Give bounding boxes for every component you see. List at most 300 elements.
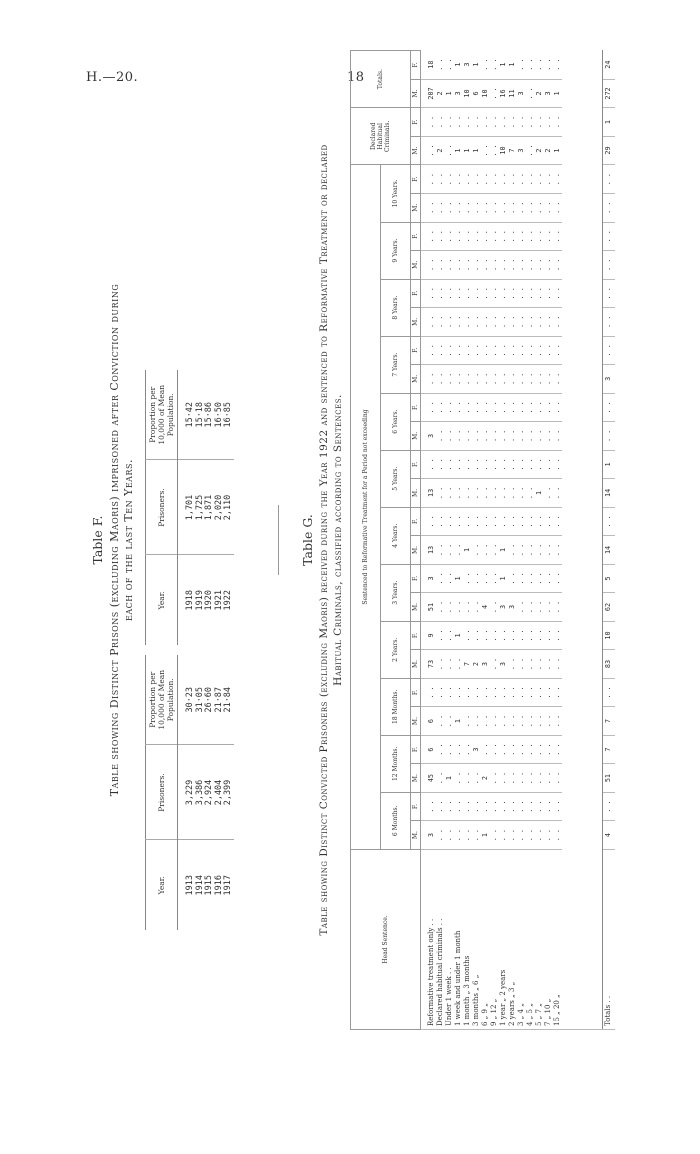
value-cell: . . xyxy=(421,308,437,337)
value-cell: . . xyxy=(526,308,535,337)
total-cell: . . xyxy=(602,422,615,451)
value-cell: . . xyxy=(436,365,445,394)
value-cell: . . xyxy=(472,336,481,365)
female-header: F. xyxy=(411,279,421,308)
value-cell: . . xyxy=(421,507,437,536)
value-cell: . . xyxy=(481,536,490,565)
value-cell: . . xyxy=(472,593,481,622)
value-cell: . . xyxy=(544,479,553,508)
value-cell: . . xyxy=(463,222,472,251)
male-header: M. xyxy=(411,707,421,736)
value-cell: . . xyxy=(445,51,454,80)
value-cell: . . xyxy=(544,165,553,194)
table-row xyxy=(481,51,490,1030)
value-cell: . . xyxy=(436,507,445,536)
value-cell: . . xyxy=(463,821,472,850)
proportion-cell: 21·84 xyxy=(223,686,233,713)
table-row xyxy=(553,51,562,1030)
value-cell: . . xyxy=(472,365,481,394)
period-header: 8 Years. xyxy=(381,279,411,336)
value-cell: . . xyxy=(436,336,445,365)
value-cell: . . xyxy=(508,507,517,536)
value-cell: . . xyxy=(544,593,553,622)
value-cell: . . xyxy=(499,678,508,707)
value-cell: . . xyxy=(535,165,544,194)
value-cell: 1 xyxy=(463,536,472,565)
value-cell: . . xyxy=(481,450,490,479)
total-cell: . . xyxy=(602,336,615,365)
value-cell: . . xyxy=(490,251,499,280)
value-cell: . . xyxy=(499,507,508,536)
divider-rule xyxy=(278,505,279,575)
col-prisoners: Prisoners. xyxy=(146,745,178,840)
value-cell: . . xyxy=(544,678,553,707)
value-cell: . . xyxy=(517,279,526,308)
value-cell: . . xyxy=(454,792,463,821)
value-cell: . . xyxy=(508,422,517,451)
value-cell: 10 xyxy=(463,79,472,108)
female-header: F. xyxy=(411,678,421,707)
period-header: 7 Years. xyxy=(381,336,411,393)
period-header: 9 Years. xyxy=(381,222,411,279)
value-cell: . . xyxy=(517,735,526,764)
value-cell: 7 xyxy=(463,650,472,679)
value-cell: 13 xyxy=(421,536,437,565)
total-cell: 14 xyxy=(602,479,615,508)
total-cell: . . xyxy=(602,792,615,821)
prisoners-cell: 1,871 xyxy=(205,460,215,555)
value-cell: . . xyxy=(553,365,562,394)
value-cell: . . xyxy=(544,564,553,593)
value-cell: . . xyxy=(436,593,445,622)
value-cell: . . xyxy=(481,279,490,308)
value-cell: 1 xyxy=(472,136,481,165)
total-cell: 7 xyxy=(602,735,615,764)
value-cell: . . xyxy=(463,564,472,593)
head-sentence-cell: 3 months „ 6 „ xyxy=(472,849,481,1029)
value-cell: . . xyxy=(508,450,517,479)
value-cell: . . xyxy=(421,279,437,308)
total-cell: . . xyxy=(602,251,615,280)
value-cell: . . xyxy=(490,194,499,223)
value-cell: . . xyxy=(454,450,463,479)
period-header: 6 Months. xyxy=(381,792,411,849)
value-cell: . . xyxy=(490,79,499,108)
value-cell: . . xyxy=(499,194,508,223)
value-cell: . . xyxy=(472,308,481,337)
value-cell: . . xyxy=(472,279,481,308)
value-cell: . . xyxy=(499,450,508,479)
value-cell: . . xyxy=(508,308,517,337)
value-cell: . . xyxy=(481,707,490,736)
value-cell: . . xyxy=(517,365,526,394)
period-header: 18 Months. xyxy=(381,678,411,735)
value-cell: . . xyxy=(481,165,490,194)
value-cell: . . xyxy=(472,507,481,536)
value-cell: . . xyxy=(526,194,535,223)
value-cell: 1 xyxy=(454,136,463,165)
female-header: F. xyxy=(411,222,421,251)
value-cell: 7 xyxy=(508,136,517,165)
value-cell: . . xyxy=(508,165,517,194)
value-cell: . . xyxy=(535,279,544,308)
col-year: Year. xyxy=(146,555,178,645)
value-cell: . . xyxy=(454,593,463,622)
value-cell: . . xyxy=(463,251,472,280)
head-sentence-cell: 1 week and under 1 month xyxy=(454,849,463,1029)
value-cell: . . xyxy=(454,279,463,308)
value-cell: . . xyxy=(490,136,499,165)
value-cell: . . xyxy=(517,621,526,650)
value-cell: . . xyxy=(517,764,526,793)
value-cell: . . xyxy=(526,735,535,764)
head-sentence-cell: Declared habitual criminals . . xyxy=(436,849,445,1029)
table-row xyxy=(436,51,445,1030)
value-cell: . . xyxy=(553,764,562,793)
table-row xyxy=(178,370,196,645)
value-cell: 3 xyxy=(481,650,490,679)
value-cell: 10 xyxy=(499,136,508,165)
value-cell: . . xyxy=(544,821,553,850)
value-cell: . . xyxy=(499,308,508,337)
value-cell: . . xyxy=(463,707,472,736)
value-cell: . . xyxy=(508,707,517,736)
value-cell: . . xyxy=(499,393,508,422)
value-cell: 3 xyxy=(499,593,508,622)
female-header: F. xyxy=(411,108,421,137)
male-header: M. xyxy=(411,479,421,508)
value-cell: . . xyxy=(436,678,445,707)
value-cell: . . xyxy=(445,336,454,365)
value-cell: . . xyxy=(463,764,472,793)
value-cell: . . xyxy=(472,536,481,565)
value-cell: . . xyxy=(490,650,499,679)
head-sentence-header: Head Sentence. xyxy=(351,849,421,1029)
value-cell: . . xyxy=(535,336,544,365)
total-cell: . . xyxy=(602,222,615,251)
value-cell: . . xyxy=(481,564,490,593)
value-cell: . . xyxy=(508,821,517,850)
value-cell: . . xyxy=(454,194,463,223)
value-cell: 2 xyxy=(535,136,544,165)
value-cell: . . xyxy=(544,308,553,337)
value-cell: . . xyxy=(499,621,508,650)
proportion-cell: 16·50 xyxy=(213,401,224,428)
page-reference: H.—20. xyxy=(86,70,139,85)
value-cell: 16 xyxy=(499,79,508,108)
value-cell: . . xyxy=(481,678,490,707)
value-cell: 45 xyxy=(421,764,437,793)
table-row xyxy=(472,51,481,1030)
value-cell: . . xyxy=(472,393,481,422)
value-cell: . . xyxy=(421,365,437,394)
value-cell: . . xyxy=(553,308,562,337)
value-cell: . . xyxy=(490,735,499,764)
period-header: 12 Months. xyxy=(381,735,411,792)
value-cell: . . xyxy=(490,678,499,707)
value-cell: . . xyxy=(535,194,544,223)
value-cell: . . xyxy=(463,479,472,508)
value-cell: . . xyxy=(499,222,508,251)
value-cell: . . xyxy=(421,678,437,707)
value-cell: . . xyxy=(445,707,454,736)
value-cell: . . xyxy=(490,422,499,451)
value-cell: . . xyxy=(436,308,445,337)
value-cell: . . xyxy=(535,251,544,280)
value-cell: . . xyxy=(535,564,544,593)
table-g xyxy=(350,50,615,1030)
value-cell: . . xyxy=(490,564,499,593)
period-header: 5 Years. xyxy=(381,450,411,507)
value-cell: . . xyxy=(421,792,437,821)
value-cell: . . xyxy=(490,450,499,479)
value-cell: . . xyxy=(517,108,526,137)
table-g-label: Table G. xyxy=(300,514,315,566)
value-cell: . . xyxy=(445,194,454,223)
value-cell: . . xyxy=(526,251,535,280)
value-cell: . . xyxy=(463,165,472,194)
female-header: F. xyxy=(411,336,421,365)
value-cell: . . xyxy=(517,536,526,565)
value-cell: . . xyxy=(544,764,553,793)
value-cell: 1 xyxy=(445,79,454,108)
value-cell: . . xyxy=(481,479,490,508)
head-sentence-cell: 6 „ 9 „ xyxy=(481,849,490,1029)
value-cell: . . xyxy=(544,365,553,394)
value-cell: . . xyxy=(454,821,463,850)
male-header: M. xyxy=(411,365,421,394)
value-cell: . . xyxy=(445,251,454,280)
value-cell: . . xyxy=(553,821,562,850)
table-row xyxy=(517,51,526,1030)
value-cell: . . xyxy=(436,108,445,137)
value-cell: . . xyxy=(517,564,526,593)
value-cell: . . xyxy=(517,593,526,622)
value-cell: . . xyxy=(463,308,472,337)
value-cell: . . xyxy=(499,336,508,365)
value-cell: 1 xyxy=(553,136,562,165)
value-cell: . . xyxy=(517,336,526,365)
value-cell: . . xyxy=(481,336,490,365)
value-cell: . . xyxy=(544,51,553,80)
spacer-row xyxy=(562,51,602,1030)
year-cell: 1921 xyxy=(215,555,225,645)
value-cell: . . xyxy=(499,365,508,394)
total-cell: . . xyxy=(602,678,615,707)
value-cell: . . xyxy=(553,336,562,365)
value-cell: . . xyxy=(508,108,517,137)
prisoners-cell: 2,924 xyxy=(205,745,215,840)
female-header: F. xyxy=(411,393,421,422)
period-header: 4 Years. xyxy=(381,507,411,564)
value-cell: . . xyxy=(454,108,463,137)
total-cell: . . xyxy=(602,507,615,536)
value-cell: . . xyxy=(544,194,553,223)
value-cell: . . xyxy=(517,707,526,736)
value-cell: . . xyxy=(526,593,535,622)
value-cell: 3 xyxy=(421,564,437,593)
table-row xyxy=(508,51,517,1030)
year-cell: 1914 xyxy=(196,840,206,930)
totals-row xyxy=(602,51,615,1030)
value-cell: . . xyxy=(445,621,454,650)
value-cell: . . xyxy=(526,821,535,850)
value-cell: . . xyxy=(535,821,544,850)
total-cell: . . xyxy=(602,165,615,194)
value-cell: . . xyxy=(454,222,463,251)
value-cell: . . xyxy=(436,279,445,308)
value-cell: . . xyxy=(490,222,499,251)
value-cell: . . xyxy=(454,507,463,536)
head-sentence-cell: Reformative treatment only . . xyxy=(421,849,437,1029)
value-cell: . . xyxy=(421,251,437,280)
value-cell: . . xyxy=(490,593,499,622)
value-cell: . . xyxy=(499,821,508,850)
value-cell: 1 xyxy=(508,51,517,80)
value-cell: . . xyxy=(508,650,517,679)
value-cell: 207 xyxy=(421,79,437,108)
value-cell: . . xyxy=(526,479,535,508)
value-cell: . . xyxy=(508,479,517,508)
proportion-cell: 21·87 xyxy=(213,686,224,713)
value-cell: 2 xyxy=(481,764,490,793)
value-cell: . . xyxy=(463,507,472,536)
value-cell: . . xyxy=(535,507,544,536)
year-cell: 1922 xyxy=(224,555,234,645)
value-cell: . . xyxy=(436,764,445,793)
value-cell: . . xyxy=(535,764,544,793)
value-cell: 3 xyxy=(544,79,553,108)
female-header: F. xyxy=(411,51,421,80)
value-cell: . . xyxy=(490,51,499,80)
value-cell: . . xyxy=(472,251,481,280)
value-cell: . . xyxy=(436,707,445,736)
value-cell: . . xyxy=(421,108,437,137)
col-year: Year. xyxy=(146,840,178,930)
table-row xyxy=(544,51,553,1030)
value-cell: . . xyxy=(463,393,472,422)
value-cell: . . xyxy=(472,194,481,223)
value-cell: . . xyxy=(526,51,535,80)
value-cell: . . xyxy=(526,650,535,679)
table-row xyxy=(454,51,463,1030)
male-header: M. xyxy=(411,764,421,793)
value-cell: . . xyxy=(535,450,544,479)
table-row xyxy=(499,51,508,1030)
table-row xyxy=(490,51,499,1030)
value-cell: . . xyxy=(526,136,535,165)
total-cell: 5 xyxy=(602,564,615,593)
value-cell: . . xyxy=(463,593,472,622)
female-header: F. xyxy=(411,165,421,194)
value-cell: . . xyxy=(508,279,517,308)
value-cell: . . xyxy=(499,251,508,280)
value-cell: . . xyxy=(499,108,508,137)
value-cell: . . xyxy=(436,621,445,650)
value-cell: . . xyxy=(553,593,562,622)
prisoners-cell: 1,701 xyxy=(178,460,196,555)
declared-habitual-header: Declared Habitual Criminals. xyxy=(351,108,411,165)
value-cell: 13 xyxy=(421,479,437,508)
head-sentence-cell: 1 year „ 2 years xyxy=(499,849,508,1029)
value-cell: . . xyxy=(436,450,445,479)
value-cell: . . xyxy=(517,792,526,821)
value-cell: . . xyxy=(508,536,517,565)
value-cell: . . xyxy=(481,393,490,422)
value-cell: . . xyxy=(526,222,535,251)
value-cell: . . xyxy=(526,764,535,793)
value-cell: . . xyxy=(481,194,490,223)
value-cell: . . xyxy=(454,308,463,337)
value-cell: . . xyxy=(544,536,553,565)
value-cell: . . xyxy=(526,507,535,536)
value-cell: . . xyxy=(436,564,445,593)
value-cell: . . xyxy=(445,536,454,565)
value-cell: . . xyxy=(526,707,535,736)
male-header: M. xyxy=(411,194,421,223)
total-cell: 10 xyxy=(602,621,615,650)
prisoners-cell: 2,020 xyxy=(215,460,225,555)
total-cell: 7 xyxy=(602,707,615,736)
value-cell: . . xyxy=(544,422,553,451)
total-cell: 62 xyxy=(602,593,615,622)
value-cell: . . xyxy=(454,650,463,679)
value-cell: . . xyxy=(454,678,463,707)
male-header: M. xyxy=(411,308,421,337)
value-cell: . . xyxy=(544,336,553,365)
value-cell: 3 xyxy=(454,79,463,108)
value-cell: . . xyxy=(481,251,490,280)
value-cell: . . xyxy=(508,792,517,821)
value-cell: . . xyxy=(490,308,499,337)
value-cell: . . xyxy=(526,393,535,422)
value-cell: . . xyxy=(421,136,437,165)
value-cell: . . xyxy=(463,422,472,451)
prisoners-cell: 2,399 xyxy=(224,745,234,840)
total-cell: 1 xyxy=(602,108,615,137)
value-cell: . . xyxy=(445,279,454,308)
value-cell: . . xyxy=(517,251,526,280)
total-cell: 24 xyxy=(602,51,615,80)
value-cell: . . xyxy=(499,764,508,793)
value-cell: . . xyxy=(508,222,517,251)
male-header: M. xyxy=(411,536,421,565)
value-cell: . . xyxy=(481,422,490,451)
value-cell: . . xyxy=(436,735,445,764)
head-sentence-cell: 2 years „ 3 „ xyxy=(508,849,517,1029)
value-cell: . . xyxy=(463,279,472,308)
value-cell: . . xyxy=(445,165,454,194)
value-cell: . . xyxy=(517,422,526,451)
value-cell: . . xyxy=(517,308,526,337)
value-cell: . . xyxy=(481,621,490,650)
table-row xyxy=(224,370,234,645)
value-cell: . . xyxy=(535,678,544,707)
value-cell: . . xyxy=(499,479,508,508)
value-cell: . . xyxy=(526,279,535,308)
female-header: F. xyxy=(411,792,421,821)
value-cell: . . xyxy=(436,536,445,565)
table-row xyxy=(178,655,196,930)
value-cell: 51 xyxy=(421,593,437,622)
head-sentence-cell: 7 „ 10 „ xyxy=(544,849,553,1029)
value-cell: 18 xyxy=(421,51,437,80)
head-sentence-cell: 3 „ 4 „ xyxy=(517,849,526,1029)
table-f-title: Table showing Distinct Prisons (excluding Maoris) imprisoned after Conviction during xyxy=(108,283,121,797)
value-cell: . . xyxy=(508,336,517,365)
value-cell: 1 xyxy=(499,564,508,593)
header-row xyxy=(351,51,381,1030)
